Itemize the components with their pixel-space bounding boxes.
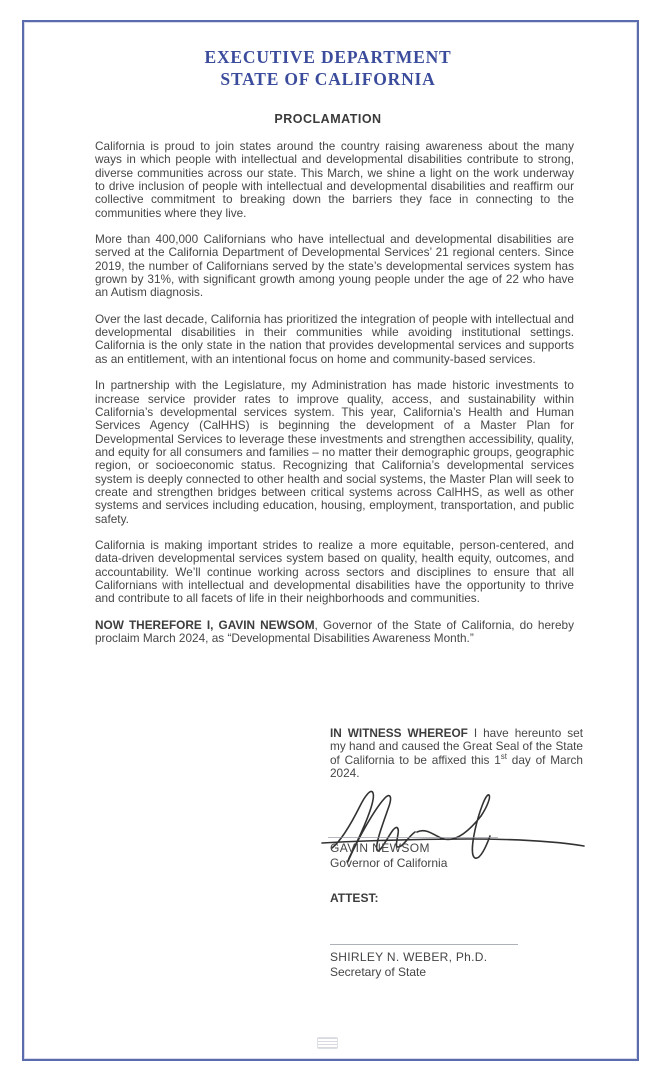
proclamation-clause-lead: NOW THEREFORE I, GAVIN NEWSOM	[95, 617, 315, 632]
document-title: PROCLAMATION	[274, 112, 382, 126]
attest-label: ATTEST:	[330, 891, 379, 905]
seal-smudge-mark	[317, 1037, 338, 1049]
governor-title: Governor of California	[330, 856, 448, 870]
witness-clause-lead: IN WITNESS WHEREOF	[330, 726, 468, 740]
witness-clause-body: I have hereunto set my hand and caused the Great Seal of the State of California to be affixed this 1	[330, 726, 584, 767]
paragraph-5: California is making important strides to realize a more equitable, person-centered, and data-driven developmental services system based on quality, health equity, outcomes, and accountability. We’ll continue working across sectors and disciplines to ensure that all Californians with intellectual and developmental disabilities have the opportunity to thrive and contribute to all facets of life in their neighborhoods and communities.	[95, 537, 574, 606]
secretary-title: Secretary of State	[330, 965, 427, 979]
witness-clause	[330, 727, 583, 780]
paragraph-1: California is proud to join states around the country raising awareness about the many ways in which people with intellectual and developmental disabilities contribute to strong, diverse communities across our state. This March, we shine a light on the work underway to drive inclusion of people with intellectual and developmental disabilities and reaffirm our collective commitment to breaking down the barriers they face in connecting to the communities where they live.	[95, 139, 574, 220]
letterhead	[0, 46, 656, 90]
paragraph-2: More than 400,000 Californians who have intellectual and developmental disabilities are served at the California Department of Developmental Services’ 21 regional centers. Since 2019, the number of Californians served by the state’s developmental services system has grown by 31%, with significant growth among young people under the age of 22 who have an Autism diagnosis.	[95, 232, 574, 300]
proclamation-clause	[95, 619, 574, 646]
secretary-signature-line	[330, 944, 518, 945]
governor-signature-line	[328, 837, 498, 838]
paragraph-3: Over the last decade, California has prioritized the integration of people with intellectual and developmental disabilities in their communities while avoiding institutional settings. California is the only state in the nation that provides developmental services and supports as an entitlement, with an intentional focus on home and community-based services.	[95, 311, 574, 366]
letterhead-line-state-of-california: STATE OF CALIFORNIA	[220, 69, 436, 89]
governor-name: GAVIN NEWSOM	[330, 841, 430, 855]
witness-clause-tail: day of March 2024.	[330, 752, 583, 781]
paragraph-4: In partnership with the Legislature, my Administration has made historic investments to increase service provider rates to improve quality, access, and sustainability within California’s developmental services system. This year, California’s Health and Human Services Agency (CalHHS) is beginning the development of a Master Plan for Developmental Services to leverage these investments and strengthen accessibility, quality, and equity for all consumers and families – no matter their demographic groups, geographic region, or socioeconomic status. Recognizing that California’s developmental services system is deeply connected to other health and social systems, the Master Plan will seek to create and strengthen bridges between critical systems across CalHHS, as well as other systems and services including education, housing, employment, transportation, and public safety.	[95, 378, 574, 526]
proclamation-clause-rest: , Governor of the State of California, do hereby proclaim March 2024, as “Developmental Disabilities Awareness Month.”	[95, 617, 574, 645]
secretary-name: SHIRLEY N. WEBER, Ph.D.	[330, 950, 488, 964]
letterhead-line-executive-department: EXECUTIVE DEPARTMENT	[204, 47, 452, 67]
proclamation-body	[95, 140, 574, 658]
witness-clause-ordinal: st	[500, 751, 508, 761]
